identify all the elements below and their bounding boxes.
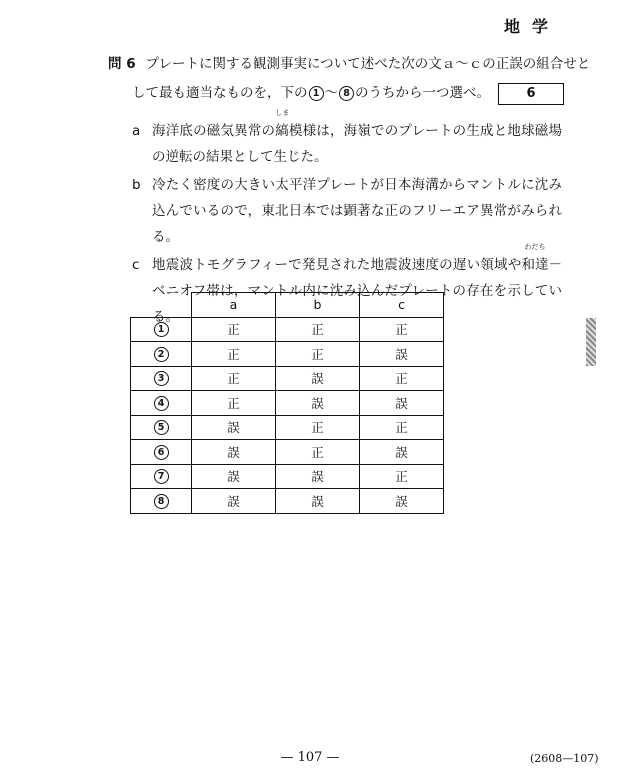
option-number-cell bbox=[131, 391, 192, 416]
table-row bbox=[131, 464, 444, 489]
ruby-base: 縞 bbox=[275, 123, 289, 139]
statement-text-pre: 地震波トモグラフィーで発見された地震波速度の遅い領域や bbox=[152, 257, 522, 273]
question-text-1: プレートに関する観測事実について述べた次の文ａ～ｃの正誤の組合せと bbox=[145, 56, 591, 72]
table-header-a: a bbox=[192, 293, 276, 318]
table-cell: 正 bbox=[360, 366, 444, 391]
option-number: 4 bbox=[154, 396, 169, 411]
table-cell: 正 bbox=[276, 317, 360, 342]
table-cell: 誤 bbox=[276, 391, 360, 416]
page-number: — 107 — bbox=[280, 750, 340, 765]
ruby-base: 和達 bbox=[521, 257, 549, 273]
range-start-circle: 1 bbox=[309, 86, 324, 101]
statement-text-pre: 冷たく密度の大きい太平洋プレートが日本海溝からマントルに沈み込んでいるので，東北日本では顕著な正のフリーエア異常がみられる。 bbox=[152, 177, 562, 245]
table-cell: 誤 bbox=[192, 415, 276, 440]
option-number: 1 bbox=[154, 322, 169, 337]
option-number-cell bbox=[131, 489, 192, 514]
option-number: 3 bbox=[154, 371, 169, 386]
ruby-word bbox=[275, 109, 290, 144]
table-cell: 誤 bbox=[276, 464, 360, 489]
statement-text bbox=[152, 172, 562, 250]
statement-b bbox=[132, 172, 562, 250]
table-cell: 正 bbox=[192, 366, 276, 391]
option-number: 5 bbox=[154, 420, 169, 435]
statement-text-post: －ベニオフ帯は，マントル内に沈み込んだプレートの存在を示している。 bbox=[152, 257, 562, 325]
table-row bbox=[131, 489, 444, 514]
table-row bbox=[131, 415, 444, 440]
table-cell: 正 bbox=[276, 440, 360, 465]
table-cell: 誤 bbox=[192, 489, 276, 514]
question-text-3: のうちから一つ選べ。 bbox=[355, 85, 490, 101]
option-number-cell bbox=[131, 415, 192, 440]
table-cell: 正 bbox=[360, 464, 444, 489]
question-number: 問 6 bbox=[108, 56, 136, 72]
range-separator: ～ bbox=[324, 85, 338, 101]
ruby-reading: しま bbox=[275, 109, 290, 117]
table-cell: 正 bbox=[192, 317, 276, 342]
table-cell: 誤 bbox=[360, 391, 444, 416]
table-header-row bbox=[131, 293, 444, 318]
statement-text-pre: 海洋底の磁気異常の bbox=[152, 123, 276, 139]
answer-box[interactable]: 6 bbox=[498, 83, 564, 105]
option-number: 7 bbox=[154, 469, 169, 484]
subject-heading: 地学 bbox=[504, 17, 561, 36]
table-cell: 正 bbox=[192, 342, 276, 367]
table-cell: 誤 bbox=[276, 489, 360, 514]
exam-code: (2608—107) bbox=[530, 752, 599, 765]
table-header-c: c bbox=[360, 293, 444, 318]
table-cell: 誤 bbox=[360, 342, 444, 367]
option-number-cell bbox=[131, 464, 192, 489]
statement-text-post: 模様は，海嶺でのプレートの生成と地球磁場の逆転の結果として生じた。 bbox=[152, 123, 562, 165]
table-row bbox=[131, 391, 444, 416]
question-line-2 bbox=[108, 79, 568, 108]
table-cell: 正 bbox=[276, 415, 360, 440]
option-number-cell bbox=[131, 440, 192, 465]
option-number: 2 bbox=[154, 347, 169, 362]
table-row bbox=[131, 317, 444, 342]
option-number-cell bbox=[131, 366, 192, 391]
statement-text bbox=[152, 109, 562, 170]
statement-label: b bbox=[132, 177, 141, 193]
question-line-1 bbox=[108, 50, 591, 79]
ruby-reading: わだち bbox=[524, 243, 546, 251]
statement-label: a bbox=[132, 123, 141, 139]
option-number-cell bbox=[131, 317, 192, 342]
question-text-2: して最も適当なものを，下の bbox=[132, 85, 308, 101]
table-cell: 誤 bbox=[360, 440, 444, 465]
table-cell: 誤 bbox=[276, 366, 360, 391]
table-cell: 誤 bbox=[360, 489, 444, 514]
option-number: 8 bbox=[154, 494, 169, 509]
table-row bbox=[131, 440, 444, 465]
table-corner bbox=[131, 293, 192, 318]
table-cell: 正 bbox=[360, 317, 444, 342]
statement-label: c bbox=[132, 257, 140, 273]
table-cell: 正 bbox=[360, 415, 444, 440]
table-cell: 誤 bbox=[192, 464, 276, 489]
answer-table bbox=[130, 292, 444, 514]
table-header-b: b bbox=[276, 293, 360, 318]
index-tab-marker bbox=[586, 318, 596, 366]
statement-a bbox=[132, 109, 562, 170]
option-number: 6 bbox=[154, 445, 169, 460]
range-end-circle: 8 bbox=[339, 86, 354, 101]
question-block bbox=[108, 50, 591, 108]
table-row bbox=[131, 342, 444, 367]
table-cell: 誤 bbox=[192, 440, 276, 465]
ruby-word bbox=[521, 243, 549, 278]
table-cell: 正 bbox=[276, 342, 360, 367]
table-cell: 正 bbox=[192, 391, 276, 416]
option-number-cell bbox=[131, 342, 192, 367]
table-row bbox=[131, 366, 444, 391]
